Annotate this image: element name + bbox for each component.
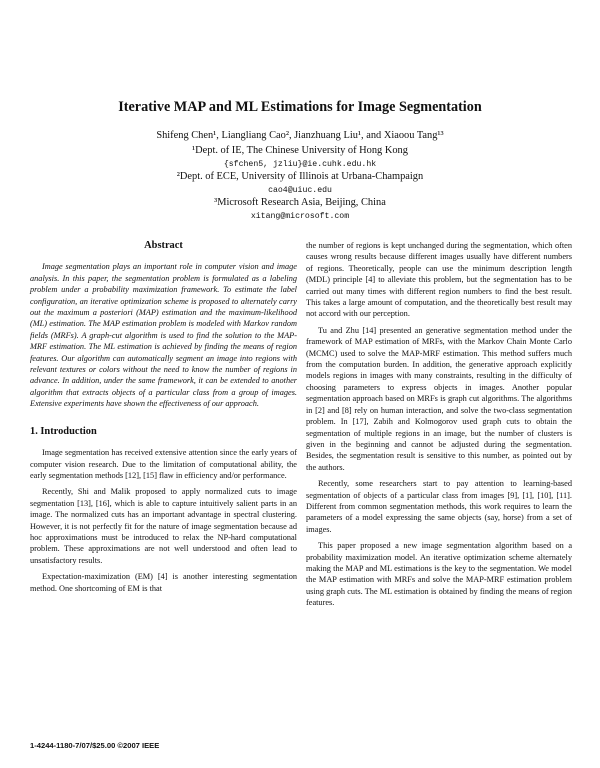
abstract-text: Image segmentation plays an important role in computer vision and image analysis. In this paper, the segmentation problem is formulated as a labeling problem under a probability maximization framework. To estimate the label configuration, an iterative optimization scheme is proposed to alternately carry out the maximum a posteriori (MAP) estimation and the maximum-likelihood (ML) estimation. The MAP estimation problem is modeled with Markov random fields (MRFs). A graph-cut algorithm is used to find the solution to the MAP-MRF estimation. The ML estimation is achieved by finding the means of region features. Our algorithm can automatically segment an image into regions with relevant textures or colors without the need to know the number of regions in advance. In addition, under the same framework, it can be extended to another algorithm that extracts objects of a particular class from a group of images. Extensive experiments have shown the effectiveness of our approach. (30, 262, 297, 409)
abstract-heading: Abstract (144, 240, 183, 251)
intro-paragraph-3: Expectation-maximization (EM) [4] is another interesting segmentation method. One shortcoming of EM is that (30, 572, 297, 593)
affiliation-1-email: {sfchen5, jzliu}@ie.cuhk.edu.hk (223, 160, 377, 169)
affiliation-3: ³Microsoft Research Asia, Beijing, China (214, 197, 386, 208)
introduction-heading: 1. Introduction (30, 425, 97, 437)
right-paragraph-3: Recently, some researchers start to pay attention to learning-based segmentation of objects of a particular class from images [9], [1], [10], [11]. Different from common segmentation methods, this work requires to learn the parameters of a model expressing the same objects (say, horse) from a set of images. (306, 479, 572, 534)
affiliation-3-email: xitang@microsoft.com (250, 212, 350, 221)
right-paragraph-2: Tu and Zhu [14] presented an generative segmentation method under the framework of MAP estimation of MRFs, with the Markov Chain Monte Carlo (MCMC) used to solve the MAP-MRF estimation. This method suffers much from the computation burden. In addition, the generative approach explicitly models regions in images with many constraints, resulting in the difficulty of choosing parameters to express objects in images. Another popular segmentation approach based on MRFs is graph cut algorithms. The algorithms in [2] and [8] rely on human interaction, and solve the two-class segmentation problem. In [17], Zabih and Kolmogorov used graph cuts to obtain the segmentation of multiple regions in an image, but the number of clusters is given in the beginning and cannot be adjusted during the segmentation. Besides, the segmentation result is sensitive to this number, as pointed out by the authors. (306, 325, 572, 472)
right-column (306, 240, 572, 614)
affiliation-2: ²Dept. of ECE, University of Illinois at Urbana-Champaign (176, 171, 424, 182)
intro-paragraph-2: Recently, Shi and Malik proposed to apply normalized cuts to image segmentation [13], [16], which is able to capture intuitively salient parts in an image. The normalized cuts has an important advantage in spectral clustering. However, it is not perfectly fit for the nature of image segmentation because ad hoc approximations must be introduced to relax the NP-hard computational problem. These approximations are not well understood and often lead to unsatisfactory results. (30, 487, 297, 565)
right-paragraph-1: the number of regions is kept unchanged during the segmentation, which often causes wrong results because different images usually have different numbers of regions. Theoretically, people can use the minimum description length (MDL) principle [4] to alleviate this problem, but the segmentation has to be carried out many times with different region numbers to find the best result. This takes a large amount of computation, and the theoretically best result may not accord with our perception. (306, 241, 572, 319)
intro-paragraph-1: Image segmentation has received extensive attention since the early years of computer vision research. Due to the limitation of computational ability, the early segmentation methods [12], [15] flaw in efficiency and/or performance. (30, 448, 297, 480)
paper-title: Iterative MAP and ML Estimations for Image Segmentation (118, 99, 482, 115)
copyright-footer: 1-4244-1180-7/07/$25.00 ©2007 IEEE (30, 741, 160, 750)
affiliation-2-email: cao4@uiuc.edu (268, 186, 332, 195)
affiliation-1: ¹Dept. of IE, The Chinese University of Hong Kong (192, 145, 408, 156)
left-column (30, 240, 297, 599)
authors-line: Shifeng Chen¹, Liangliang Cao², Jianzhuang Liu¹, and Xiaoou Tang¹³ (156, 130, 444, 141)
right-paragraph-4: This paper proposed a new image segmentation algorithm based on a probability maximization model. An iterative optimization scheme alternately making the MAP and ML estimations is the key to the segmentation. We model the MAP estimation with MRFs and solve the MAP-MRF estimation problem using graph cuts. The ML estimation is obtained by finding the means of region features. (306, 541, 572, 608)
